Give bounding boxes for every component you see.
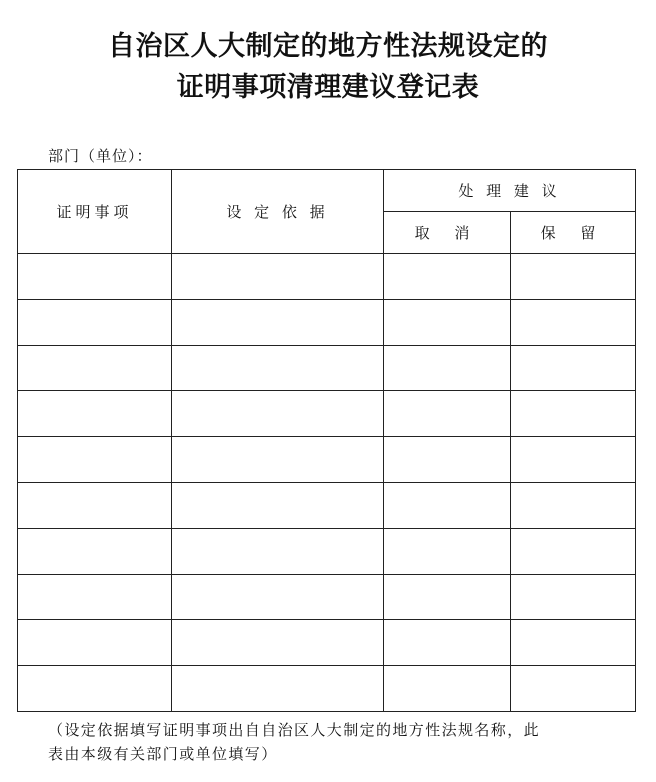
cell-legal-basis[interactable]	[172, 254, 384, 300]
cell-cancel[interactable]	[384, 528, 511, 574]
header-proof-item: 证明事项	[18, 170, 172, 254]
cell-cancel[interactable]	[384, 666, 511, 712]
table-row	[18, 574, 636, 620]
header-legal-basis: 设 定 依 据	[172, 170, 384, 254]
cell-proof-item[interactable]	[18, 437, 172, 483]
table-row	[18, 345, 636, 391]
cell-proof-item[interactable]	[18, 345, 172, 391]
cell-cancel[interactable]	[384, 620, 511, 666]
table-row	[18, 482, 636, 528]
cell-proof-item[interactable]	[18, 482, 172, 528]
cell-keep[interactable]	[511, 254, 636, 300]
form-title-line-2: 证明事项清理建议登记表	[176, 72, 480, 103]
table-row	[18, 437, 636, 483]
cell-cancel[interactable]	[384, 437, 511, 483]
form-title-line-1: 自治区人大制定的地方性法规设定的	[108, 31, 548, 62]
cell-keep[interactable]	[511, 666, 636, 712]
table-row	[18, 299, 636, 345]
cell-keep[interactable]	[511, 391, 636, 437]
cell-legal-basis[interactable]	[172, 299, 384, 345]
table-row	[18, 620, 636, 666]
cell-keep[interactable]	[511, 528, 636, 574]
cell-cancel[interactable]	[384, 482, 511, 528]
cell-legal-basis[interactable]	[172, 345, 384, 391]
footnote-line-1: （设定依据填写证明事项出自自治区人大制定的地方性法规名称，此	[48, 721, 541, 739]
cell-cancel[interactable]	[384, 299, 511, 345]
cell-proof-item[interactable]	[18, 391, 172, 437]
cell-proof-item[interactable]	[18, 666, 172, 712]
header-row	[18, 170, 636, 212]
cell-cancel[interactable]	[384, 574, 511, 620]
cell-legal-basis[interactable]	[172, 528, 384, 574]
cell-keep[interactable]	[511, 345, 636, 391]
footnote-line-2: 表由本级有关部门或单位填写）	[48, 745, 278, 763]
cell-legal-basis[interactable]	[172, 482, 384, 528]
header-keep: 保 留	[511, 212, 636, 254]
department-label: 部门（单位）：	[48, 147, 153, 165]
cell-proof-item[interactable]	[18, 528, 172, 574]
table-row	[18, 666, 636, 712]
cell-keep[interactable]	[511, 620, 636, 666]
header-cancel: 取 消	[384, 212, 511, 254]
table-row	[18, 391, 636, 437]
cell-keep[interactable]	[511, 482, 636, 528]
registration-table	[17, 169, 636, 712]
cell-keep[interactable]	[511, 299, 636, 345]
cell-legal-basis[interactable]	[172, 574, 384, 620]
footnote	[48, 718, 628, 766]
cell-proof-item[interactable]	[18, 299, 172, 345]
cell-legal-basis[interactable]	[172, 437, 384, 483]
table-row	[18, 528, 636, 574]
cell-cancel[interactable]	[384, 345, 511, 391]
cell-proof-item[interactable]	[18, 620, 172, 666]
cell-legal-basis[interactable]	[172, 666, 384, 712]
header-handling-suggestion: 处 理 建 议	[384, 170, 636, 212]
cell-proof-item[interactable]	[18, 254, 172, 300]
table-row	[18, 254, 636, 300]
cell-legal-basis[interactable]	[172, 391, 384, 437]
cell-cancel[interactable]	[384, 254, 511, 300]
cell-legal-basis[interactable]	[172, 620, 384, 666]
cell-proof-item[interactable]	[18, 574, 172, 620]
cell-keep[interactable]	[511, 574, 636, 620]
cell-keep[interactable]	[511, 437, 636, 483]
cell-cancel[interactable]	[384, 391, 511, 437]
